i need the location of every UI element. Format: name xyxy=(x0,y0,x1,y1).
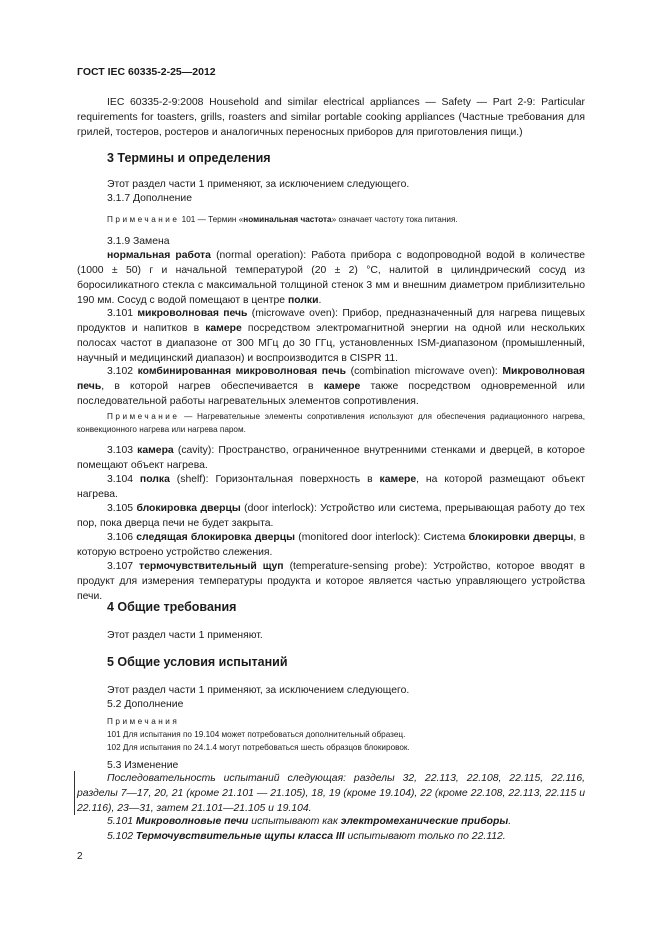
note-5-102: 102 Для испытания по 24.1.4 могут потребоваться шесть образцов блокировок. xyxy=(107,743,410,752)
clause-5101: 5.101 Микроволновые печи испытывают как электромеханические приборы. xyxy=(107,816,512,827)
change-bar xyxy=(74,771,75,815)
test-sequence: Последовательность испытаний следующая: разделы 32, 22.113, 22.108, 22.115, 22.116, разделы 7—17, 20, 21 (кроме 21.101 — 21.105), 18, 19 (кроме 19.104), 22 (кроме 22.108, 22.113, 22.115 и 22.116), 23—31, затем 21.101—21.105 и 19.104. xyxy=(77,773,585,814)
section-4-heading: 4 Общие требования xyxy=(107,600,237,614)
standard-header: ГОСТ IEC 60335-2-25—2012 xyxy=(77,66,216,78)
definition-3101: 3.101 микроволновая печь (microwave oven): Прибор, предназначенный для нагрева пищевых продуктов и напитков в камере посредством электромагнитной энергии на одной или нескольких полосах частот в диапазоне от 300 МГц до 30 ГГц, установленных ISM-диапазоном (промышленный, научный и медицинский диапазон) и воспроизводится в CISPR 11. xyxy=(77,308,586,364)
s4-intro: Этот раздел части 1 применяют. xyxy=(107,630,263,641)
s5-addition: 5.2 Дополнение xyxy=(107,699,184,710)
note-5-101: 101 Для испытания по 19.104 может потребоваться дополнительный образец. xyxy=(107,730,406,739)
s5-intro: Этот раздел части 1 применяют, за исключением следующего. xyxy=(107,685,410,696)
intro-reference: IEC 60335-2-9:2008 Household and similar electrical appliances — Safety — Part 2-9: Particular requirements for toasters, grills, roasters and similar portable cooking appliances (Частные требования для грилей, тостеров, ростеров и аналогичных переносных приборов для приготовления пищи.) xyxy=(77,97,585,138)
note-label: Примечание xyxy=(107,215,180,224)
s3-addition: 3.1.7 Дополнение xyxy=(107,193,193,204)
definition-3104: 3.104 полка (shelf): Горизонтальная поверхность в камере, на которой размещают объект нагрева. xyxy=(77,474,586,500)
definition-normal-operation: нормальная работа (normal operation): Работа прибора с водопроводной водой в количестве (1000 ± 50) г и начальной температурой (20 ± 2) °С, налитой в цилиндрический сосуд из боросиликатного стекла с максимальной толщиной стенок 3 мм и внешним диаметром приблизительно 190 мм. Сосуд с водой помещают в центре полки. xyxy=(77,250,585,306)
notes-label: Примечания xyxy=(107,717,180,726)
definition-3105: 3.105 блокировка дверцы (door interlock): Устройство или система, прерывающая работу до тех пор, пока дверца печи не будет закрыта. xyxy=(77,503,586,529)
s3-replacement: 3.1.9 Замена xyxy=(107,236,170,247)
section-5-heading: 5 Общие условия испытаний xyxy=(107,655,288,669)
note-101: Примечание 101 — Термин «номинальная частота» означает частоту тока питания. xyxy=(107,215,458,224)
definition-3106: 3.106 следящая блокировка дверцы (monitored door interlock): Система блокировки дверцы, в которую встроено устройство слежения. xyxy=(77,532,586,558)
s3-intro: Этот раздел части 1 применяют, за исключением следующего. xyxy=(107,179,410,190)
section-3-heading: 3 Термины и определения xyxy=(107,151,271,165)
clause-5102: 5.102 Термочувствительные щупы класса III испытывают только по 22.112. xyxy=(107,831,506,842)
definition-3107: 3.107 термочувствительный щуп (temperature-sensing probe): Устройство, которое вводят в продукт для измерения температуры продукта и которое является частью управляющего устройства печи. xyxy=(77,561,585,602)
definition-3103: 3.103 камера (cavity): Пространство, ограниченное внутренними стенками и дверцей, в которое помещают объект нагрева. xyxy=(77,445,585,471)
note-heating: Примечание — Нагревательные элементы сопротивления используют для обеспечения радиационного нагрева, конвекционного нагрева или нагрева паром. xyxy=(77,412,585,434)
page-number: 2 xyxy=(77,851,83,862)
s5-change: 5.3 Изменение xyxy=(107,760,179,771)
definition-3102: 3.102 комбинированная микроволновая печь (combination microwave oven): Микроволновая печь, в которой нагрев обеспечивается в камере также посредством одновременной или последовательной работы нагревательных элементов сопротивления. xyxy=(77,366,585,407)
